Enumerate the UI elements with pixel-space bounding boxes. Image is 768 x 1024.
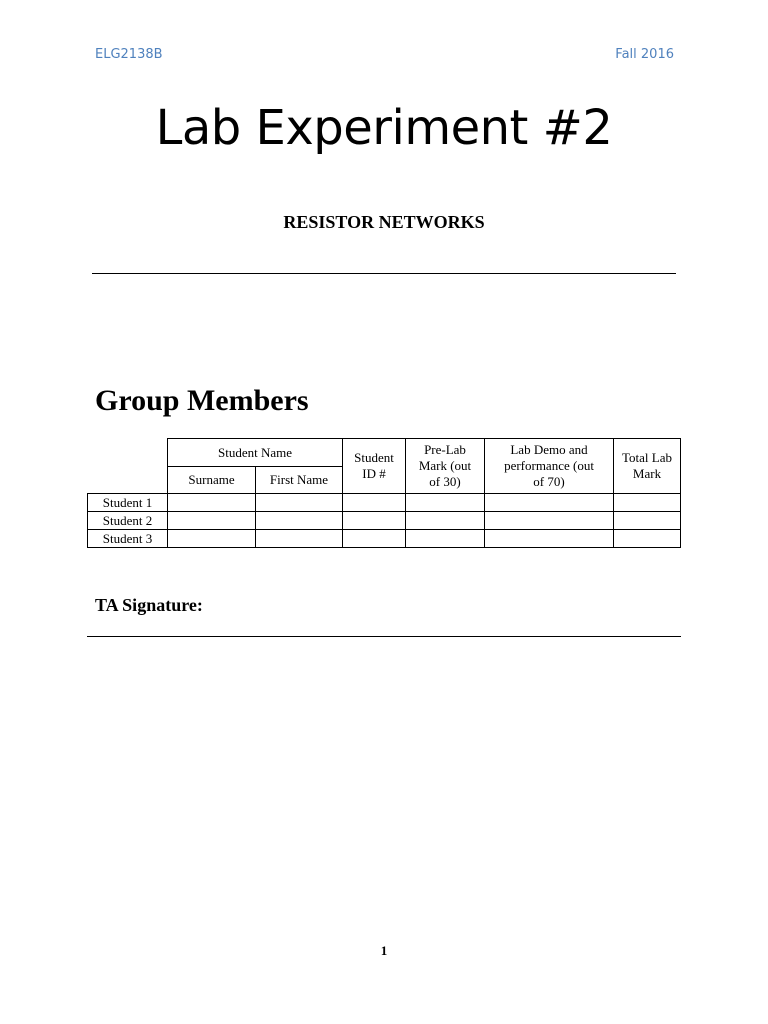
- header-lab-demo: [485, 439, 614, 494]
- signature-line: [87, 636, 681, 637]
- header-lab-demo-text: Lab Demo and performance (out of 70): [504, 442, 594, 489]
- table-row: [88, 512, 681, 530]
- header-student-name: Student Name: [168, 439, 343, 467]
- first-name-cell[interactable]: [256, 512, 343, 530]
- ta-signature-label: TA Signature:: [95, 595, 203, 615]
- surname-cell[interactable]: [168, 494, 256, 512]
- table-row: [88, 494, 681, 512]
- header-surname: Surname: [168, 467, 256, 494]
- first-name-cell[interactable]: [256, 530, 343, 548]
- header-prelab-mark: [406, 439, 485, 494]
- header-prelab-mark-text: Pre-Lab Mark (out of 30): [418, 442, 472, 489]
- header-first-name: First Name: [256, 467, 343, 494]
- total-mark-cell[interactable]: [614, 512, 681, 530]
- row-label: Student 2: [88, 512, 168, 530]
- total-mark-cell[interactable]: [614, 530, 681, 548]
- table-corner: [88, 439, 168, 494]
- group-members-table: [87, 438, 681, 548]
- surname-cell[interactable]: [168, 530, 256, 548]
- header-total-mark: [614, 439, 681, 494]
- lab-demo-cell[interactable]: [485, 530, 614, 548]
- page-number: 1: [380, 943, 388, 958]
- header-total-mark-text: Total Lab Mark: [622, 450, 672, 481]
- student-id-cell[interactable]: [343, 530, 406, 548]
- first-name-cell[interactable]: [256, 494, 343, 512]
- lab-demo-cell[interactable]: [485, 494, 614, 512]
- top-divider: [92, 273, 676, 274]
- course-code: ELG2138B: [95, 47, 163, 62]
- total-mark-cell[interactable]: [614, 494, 681, 512]
- surname-cell[interactable]: [168, 512, 256, 530]
- lab-demo-cell[interactable]: [485, 512, 614, 530]
- term-label: Fall 2016: [615, 47, 674, 62]
- student-id-cell[interactable]: [343, 512, 406, 530]
- group-members-heading: Group Members: [95, 384, 309, 417]
- prelab-mark-cell[interactable]: [406, 512, 485, 530]
- header-student-id: [343, 439, 406, 494]
- header-student-id-text: Student ID #: [354, 450, 394, 481]
- prelab-mark-cell[interactable]: [406, 494, 485, 512]
- page-title: Lab Experiment #2: [155, 100, 613, 156]
- row-label: Student 3: [88, 530, 168, 548]
- table-row: [88, 530, 681, 548]
- student-id-cell[interactable]: [343, 494, 406, 512]
- page-subtitle: RESISTOR NETWORKS: [283, 212, 485, 232]
- row-label: Student 1: [88, 494, 168, 512]
- prelab-mark-cell[interactable]: [406, 530, 485, 548]
